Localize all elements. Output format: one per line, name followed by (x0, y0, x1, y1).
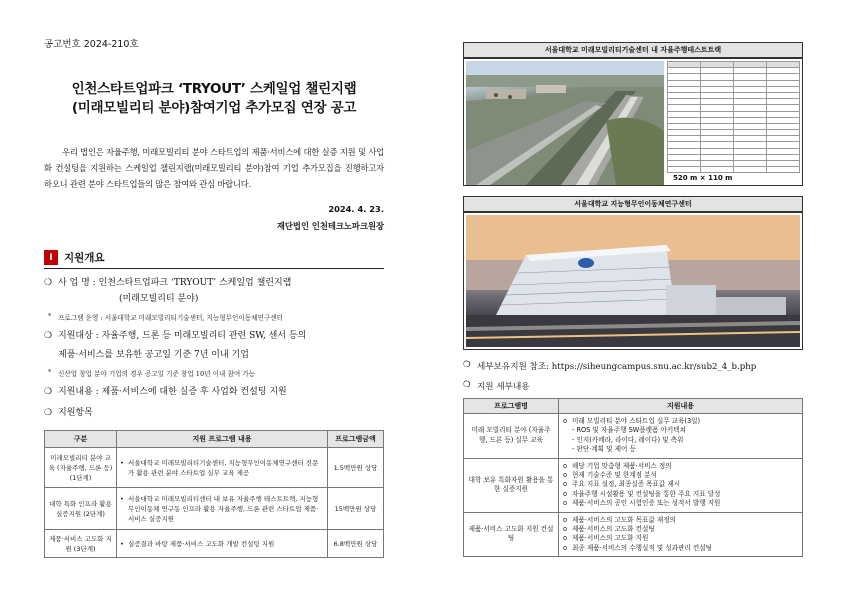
startup-note (44, 368, 384, 378)
table-row (464, 458, 803, 512)
page-title (44, 80, 384, 118)
detail-table-header (464, 399, 803, 414)
business-name-continuation: (미래모빌리티 분야) (119, 294, 199, 304)
figure2-box (463, 212, 803, 350)
test-track-illustration (466, 61, 664, 185)
support-line-text: 제품·서비스의 고도화 지원 (572, 534, 649, 543)
track-dimension: 520 m × 110 m (673, 174, 733, 182)
support-subline: - ROS 및 자율주행 SW플랫폼 아키텍쳐 (572, 426, 686, 435)
table-row (45, 488, 384, 530)
left-page (44, 36, 384, 558)
asterisk-icon: * (48, 312, 52, 320)
detail-table (463, 398, 803, 557)
row-support (559, 414, 803, 459)
support-subline: - 인지(카메라, 라이다, 레이다) 및 측위 (572, 435, 684, 444)
support-line (563, 516, 798, 525)
operation-note-text: 프로그램 운영 : 서울대학교 미래모빌리티기술센터, 지능형무인이동체연구센터 (58, 314, 283, 322)
table-row (464, 414, 803, 459)
bullet-icon: • (120, 494, 124, 503)
detail-url-text: 세부보유지원 참조: https://siheungcampus.snu.ac.kr/sub2_4_b.php (477, 362, 757, 372)
support-line-text: 제품·서비스의 고도화 목표값 재정의 (572, 515, 676, 524)
support-items-heading (44, 406, 384, 420)
research-center-photo (466, 215, 800, 347)
support-content-item (44, 385, 384, 399)
detail-heading-text: 지원 세부내용 (477, 382, 530, 392)
row-amount: 6.8백만원 상당 (328, 530, 384, 558)
support-line (563, 490, 798, 499)
track-spec-table (667, 61, 800, 183)
bullet-icon: o (563, 499, 568, 508)
header-content: 지원 프로그램 내용 (117, 431, 328, 448)
bullet-icon: o (563, 525, 568, 534)
support-line (563, 462, 798, 471)
row-support (559, 512, 803, 557)
support-line (563, 534, 798, 543)
asterisk-icon: * (48, 368, 52, 376)
target-item (44, 329, 384, 362)
bullet-icon: o (563, 461, 568, 470)
support-line-text: 주요 지표 설정, 최종실증 목표값 제시 (572, 480, 681, 489)
bullet-icon: • (120, 458, 124, 467)
figure2-caption: 서울대학교 지능형무인이동체연구센터 (463, 196, 803, 212)
bullet-icon: o (563, 417, 568, 425)
figure1-caption: 서울대학교 미래모빌리티기술센터 내 자율주행테스트트랙 (463, 42, 803, 58)
row-content: • 실증결과 바탕 제품·서비스 고도화 개발 컨설팅 지원 (117, 530, 328, 558)
circle-bullet-icon: ❍ (44, 278, 53, 288)
research-center-illustration (466, 215, 800, 347)
bullet-icon: • (120, 539, 124, 548)
section-title: 지원개요 (64, 252, 105, 264)
bullet-icon: o (563, 515, 568, 524)
target-text-line-1: 지원대상 : 자율주행, 드론 등 미래모빌리티 관련 SW, 센서 등의 (58, 331, 307, 341)
row-amount: 1.5백만원 상당 (328, 448, 384, 488)
business-name-text: 사 업 명 : 인천스타트업파크 ‘TRYOUT’ 스케일업 챌린지랩 (58, 278, 292, 288)
row-program: 미래 모빌리티 분야 (자율주행, 드론 등) 실무 교육 (464, 414, 559, 459)
detail-table-body (464, 414, 803, 557)
support-line (563, 544, 798, 553)
support-line-text: 현재 기술수준 및 한계점 분석 (572, 471, 657, 480)
support-line-text: 제품·서비스의 공인 시험인증 또는 성적서 발행 지원 (572, 499, 721, 508)
circle-bullet-icon: ❍ (463, 360, 471, 370)
support-content-text: 지원내용 : 제품·서비스에 대한 실증 후 사업화 컨설팅 지원 (58, 387, 287, 397)
right-page (463, 42, 803, 557)
notice-number: 공고번호 2024-210호 (44, 39, 139, 50)
header-support: 지원내용 (559, 399, 803, 414)
row-program: 제품·서비스 고도화 지원 컨설팅 (464, 512, 559, 557)
detail-heading-item (463, 380, 803, 392)
title-line-1: 인천스타트업파크 ‘TRYOUT’ 스케일업 챌린지랩 (71, 81, 357, 97)
support-line-text: 해당 기업 맞춤형 제품·서비스 정의 (572, 461, 672, 470)
program-table-header (45, 431, 384, 448)
operation-note (44, 312, 384, 322)
section-number-badge: Ⅰ (44, 250, 58, 265)
title-line-2: (미래모빌리티 분야)참여기업 추가모집 연장 공고 (71, 100, 357, 116)
support-line (563, 417, 798, 426)
header-program: 프로그램명 (464, 399, 559, 414)
support-line-text: 제품·서비스의 고도화 컨설팅 (572, 525, 655, 534)
row-category: 대학 특화 인프라 활용 실증지원 (2단계) (45, 488, 117, 530)
support-subline: - 판단·계획 및 제어 등 (572, 445, 636, 454)
detail-url-item (463, 360, 803, 372)
support-line-text: 최종 제품·서비스의 수행실적 및 성과관리 컨설팅 (572, 543, 712, 552)
row-content: • 서울대학교 미래모빌리티센터 내 보유 자율주행 테스트트랙, 지능형무인이동체 연구동 인프라 활용 자율주행, 드론 관련 스타트업 제품·서비스 실증지원 (117, 488, 328, 530)
bullet-icon: o (563, 534, 568, 543)
organization-name: 재단법인 인천테크노파크원장 (276, 221, 384, 231)
intro-paragraph: 우리 법인은 자율주행, 미래모빌리티 분야 스타트업의 제품·서비스에 대한 실증 지원 및 사업화 컨설팅을 지원하는 스케일업 챌린지랩(미래모빌리티 분야)참여 기업 추가모집을 진행하고자 하오니 관련 분야 스타트업들의 많은 참여와 관심 바랍니다. (44, 147, 384, 189)
row-support (559, 458, 803, 512)
table-row (45, 448, 384, 488)
test-track-aerial-photo (466, 61, 664, 185)
header-amount: 프로그램금액 (328, 431, 384, 448)
row-category: 미래모빌리티 분야 교육 (자율주행, 드론 등) (1단계) (45, 448, 117, 488)
bullet-icon: o (563, 489, 568, 498)
bullet-icon: o (563, 471, 568, 480)
support-line (563, 480, 798, 489)
row-amount: 15백만원 상당 (328, 488, 384, 530)
table-row (45, 530, 384, 558)
notice-date: 2024. 4. 23. (328, 204, 384, 214)
bullet-icon: o (563, 480, 568, 489)
circle-bullet-icon: ❍ (44, 387, 53, 397)
circle-bullet-icon: ❍ (44, 408, 53, 418)
startup-note-text: 신산업 창업 분야 기업의 경우 공고일 기준 창업 10년 이내 참여 가능 (58, 370, 256, 378)
support-line (563, 499, 798, 508)
row-category: 제품·서비스 고도화 지원 (3단계) (45, 530, 117, 558)
circle-bullet-icon: ❍ (44, 331, 53, 341)
support-line-text: 미래 모빌리티 분야 스타트업 실무 교육(3일) (572, 417, 701, 425)
program-table (44, 430, 384, 558)
support-line-text: 자율주행 시설활용 및 컨설팅을 통한 주요 지표 달성 (572, 489, 721, 498)
support-items-text: 지원항목 (58, 408, 93, 418)
row-program: 대학 보유 특화자원 활용을 통한 실증지원 (464, 458, 559, 512)
section-header (44, 250, 384, 269)
table-row (464, 512, 803, 557)
header-category: 구분 (45, 431, 117, 448)
figure2 (463, 196, 803, 350)
row-content: • 서울대학교 미래모빌리티기술센터, 지능형무인이동체연구센터 전문가 활용 관련 분야 스타트업 실무 교육 제공 (117, 448, 328, 488)
figure1-box (463, 58, 803, 186)
business-name-item (44, 276, 384, 290)
target-text-line-2: 제품·서비스를 보유한 공고일 기준 7년 이내 기업 (58, 350, 249, 360)
bullet-icon: o (563, 543, 568, 552)
circle-bullet-icon: ❍ (463, 380, 471, 390)
